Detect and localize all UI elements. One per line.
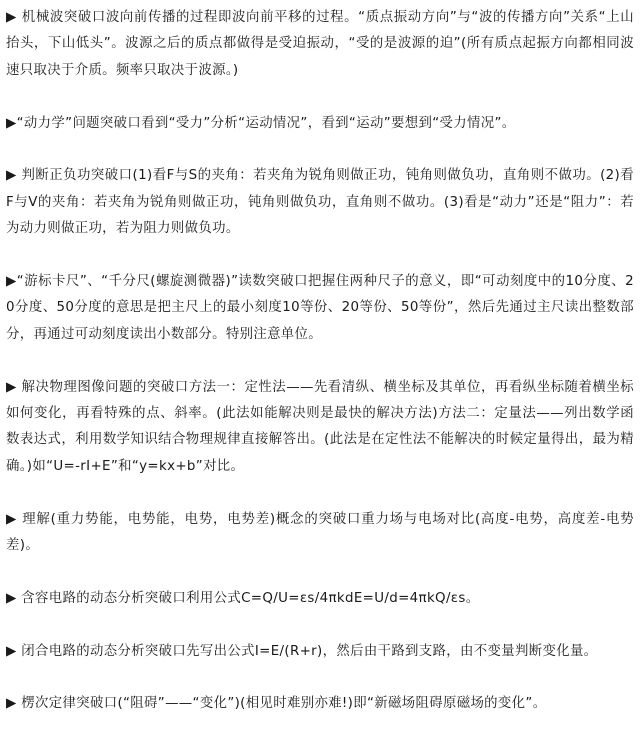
article-body (6, 5, 634, 718)
paragraph-lenz-law: ▶ 楞次定律突破口(“阻碍”——“变化”)(相见时难别亦难!)即“新磁场阻碍原磁场的变化”。 (6, 696, 547, 712)
paragraph-mechanical-wave: ▶ 机械波突破口波向前传播的过程即波向前平移的过程。“质点振动方向”与“波的传播方向”关系“上山抬头，下山低头”。波源之后的质点都做得是受迫振动，“受的是波源的迫”(所有质点起振方向都相同波速只取决于介质。频率只取决于波源。) (6, 10, 634, 78)
paragraph-graph-problems: ▶ 解决物理图像问题的突破口方法一：定性法——先看清纵、横坐标及其单位，再看纵坐标随着横坐标如何变化，再看特殊的点、斜率。(此法如能解决则是最快的解决方法)方法二：定量法——列出数学函数表达式，利用数学知识结合物理规律直接解答出。(此法是在定性法不能解决的时候定量得出，最为精确。)如“U=-rI+E”和“y=kx+b”对比。 (6, 379, 634, 474)
paragraph-dynamics: ▶“动力学”问题突破口看到“受力”分析“运动情况”，看到“运动”要想到“受力情况”。 (6, 115, 516, 131)
paragraph-caliper-reading: ▶“游标卡尺”、“千分尺(螺旋测微器)”读数突破口把握住两种尺子的意义，即“可动刻度中的10分度、20分度、50分度的意思是把主尺上的最小刻度10等份、20等份、50等份”，然后先通过主尺读出整数部分，再通过可动刻度读出小数部分。特别注意单位。 (6, 274, 634, 342)
paragraph-work-sign: ▶ 判断正负功突破口(1)看F与S的夹角：若夹角为锐角则做正功，钝角则做负功，直角则不做功。(2)看F与V的夹角：若夹角为锐角则做正功，钝角则做负功，直角则不做功。(3)看是“动力”还是“阻力”：若为动力则做正功，若为阻力则做负功。 (6, 168, 634, 237)
paragraph-potential-energy: ▶ 理解(重力势能，电势能，电势，电势差)概念的突破口重力场与电场对比(高度-电势，高度差-电势差)。 (6, 511, 634, 554)
paragraph-capacitor-circuit: ▶ 含容电路的动态分析突破口利用公式C=Q/U=εs/4πkdE=U/d=4πkQ/εs。 (6, 590, 480, 606)
paragraph-closed-circuit: ▶ 闭合电路的动态分析突破口先写出公式I=E/(R+r)，然后由干路到支路，由不变量判断变化量。 (6, 643, 598, 659)
